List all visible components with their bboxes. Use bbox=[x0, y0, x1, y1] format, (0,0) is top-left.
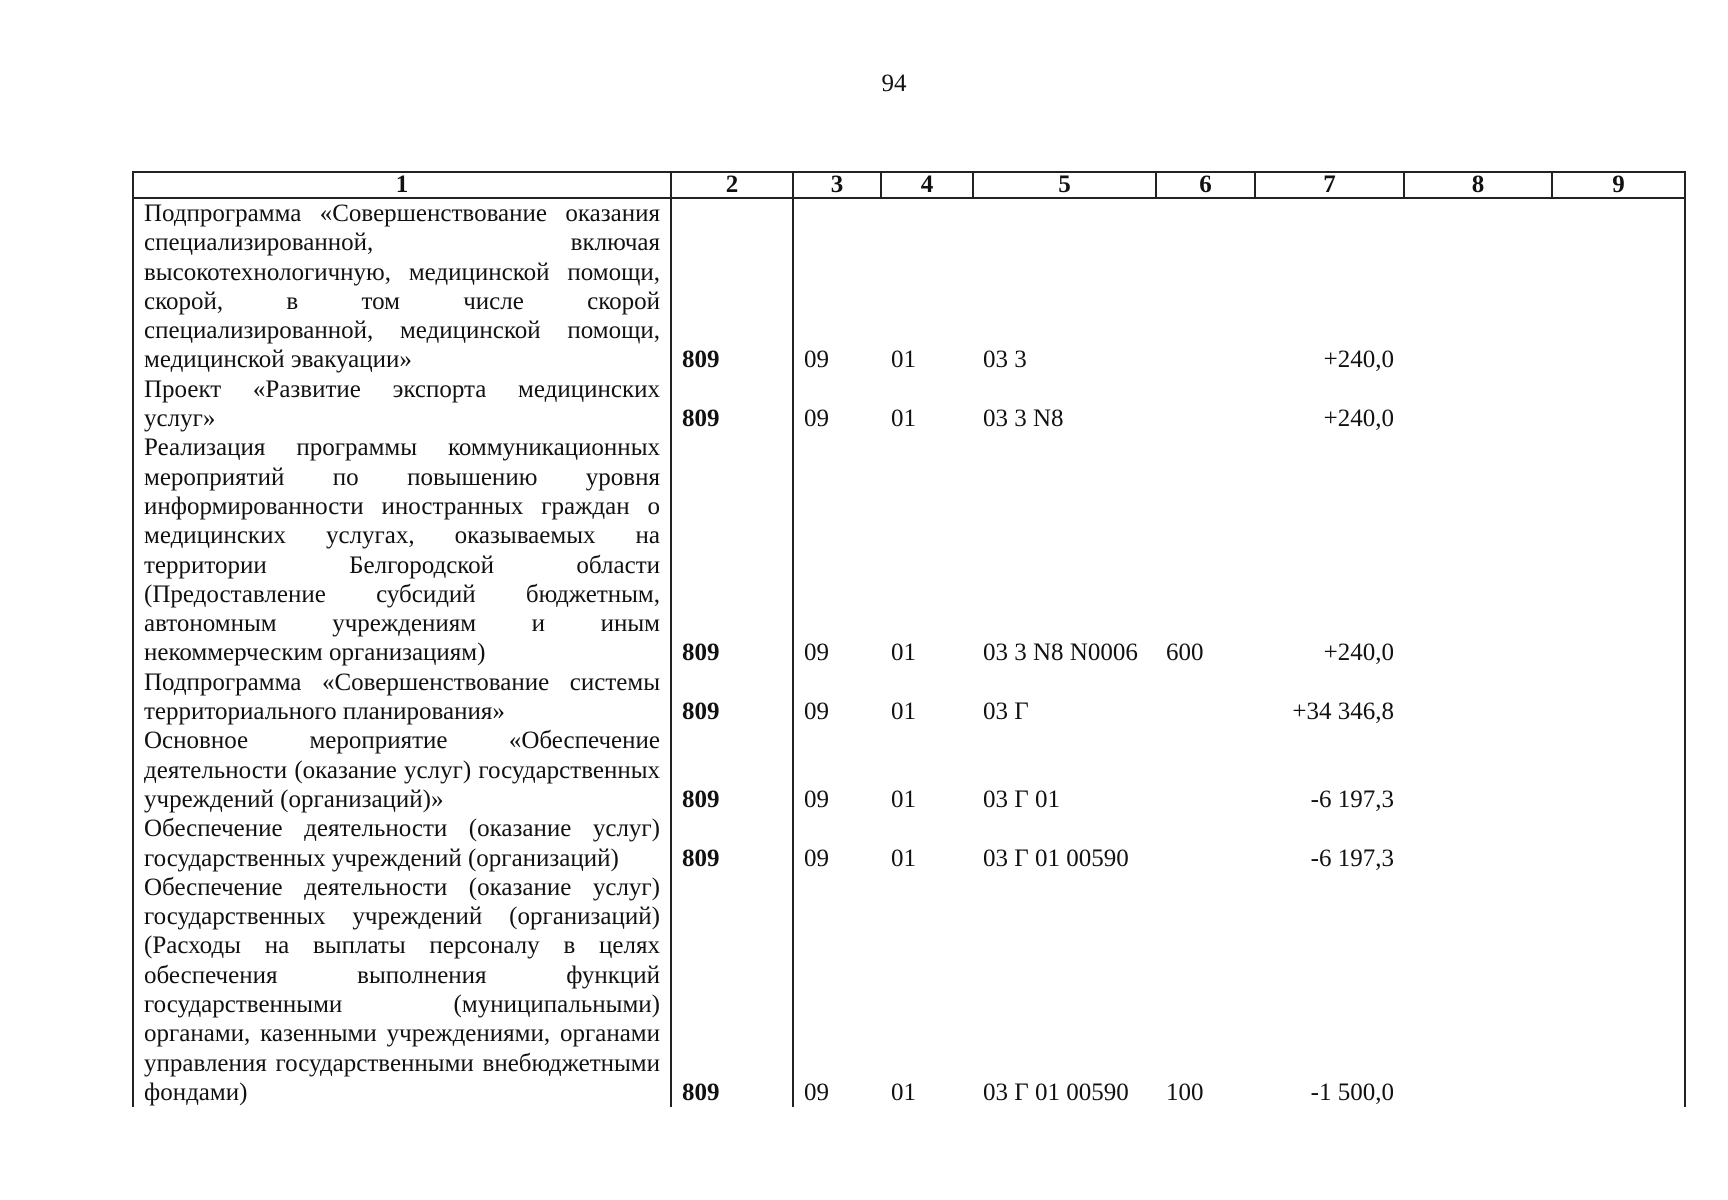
row-code: 809 bbox=[671, 198, 793, 375]
column-header-2: 2 bbox=[671, 172, 793, 198]
table-row bbox=[133, 198, 1685, 375]
table-row bbox=[133, 375, 1685, 434]
row-amount: +240,0 bbox=[1323, 405, 1394, 433]
row-col8 bbox=[1404, 433, 1552, 667]
row-col9 bbox=[1552, 433, 1685, 667]
row-subsection: 01 bbox=[891, 639, 916, 667]
row-target-code: 03 3 bbox=[983, 346, 1027, 374]
row-code: 809 bbox=[671, 375, 793, 434]
row-code: 809 bbox=[671, 668, 793, 727]
row-section: 09 bbox=[804, 405, 829, 433]
table-row bbox=[133, 668, 1685, 727]
column-header-9: 9 bbox=[1552, 172, 1685, 198]
row-subsection: 01 bbox=[891, 1078, 916, 1106]
column-header-7: 7 bbox=[1255, 172, 1404, 198]
row-col8 bbox=[1404, 814, 1552, 873]
row-target-code: 03 3 N8 bbox=[983, 405, 1064, 433]
row-section: 09 bbox=[804, 698, 829, 726]
row-expense-type bbox=[1156, 375, 1255, 434]
row-col8 bbox=[1404, 873, 1552, 1107]
row-col8 bbox=[1404, 668, 1552, 727]
budget-table bbox=[132, 171, 1686, 1107]
row-name: Реализация программы коммуникационных мероприятий по повышению уровня информированности иностранных граждан о медицинских услугах, оказываемых на территории Белгородской области (Предоставление субсидий бюджетным, автономным учреждениям и иным некоммерческим организациям) bbox=[133, 433, 671, 667]
column-header-6: 6 bbox=[1156, 172, 1255, 198]
row-expense-type: 100 bbox=[1166, 1078, 1204, 1106]
column-header-5: 5 bbox=[973, 172, 1156, 198]
row-name: Обеспечение деятельности (оказание услуг) государственных учреждений (организаций) (Расходы на выплаты персоналу в целях обеспечения выполнения функций государственными (муниципальными) органами, казенными учреждениями, органами управления государственными внебюджетными фондами) bbox=[133, 873, 671, 1107]
row-target-code: 03 Г 01 bbox=[983, 785, 1060, 813]
row-expense-type: 600 bbox=[1166, 639, 1204, 667]
row-name: Подпрограмма «Совершенствование оказания специализированной, включая высокотехнологичную, медицинской помощи, скорой, в том числе скорой специализированной, медицинской помощи, медицинской эвакуации» bbox=[133, 198, 671, 375]
row-amount: -6 197,3 bbox=[1310, 844, 1394, 872]
column-header-3: 3 bbox=[793, 172, 881, 198]
row-target-code: 03 3 N8 N0006 bbox=[983, 639, 1138, 667]
column-header-4: 4 bbox=[881, 172, 973, 198]
row-target-code: 03 Г bbox=[983, 698, 1029, 726]
row-name: Обеспечение деятельности (оказание услуг) государственных учреждений (организаций) bbox=[133, 814, 671, 873]
column-header-1: 1 bbox=[133, 172, 671, 198]
row-col8 bbox=[1404, 726, 1552, 814]
row-name: Основное мероприятие «Обеспечение деятельности (оказание услуг) государственных учреждений (организаций)» bbox=[133, 726, 671, 814]
table-body bbox=[133, 198, 1685, 1107]
row-col9 bbox=[1552, 726, 1685, 814]
row-expense-type bbox=[1156, 668, 1255, 727]
row-amount: +34 346,8 bbox=[1292, 698, 1394, 726]
row-code: 809 bbox=[671, 814, 793, 873]
row-name: Проект «Развитие экспорта медицинских услуг» bbox=[133, 375, 671, 434]
row-amount: -1 500,0 bbox=[1310, 1078, 1394, 1106]
row-expense-type bbox=[1156, 814, 1255, 873]
row-col9 bbox=[1552, 873, 1685, 1107]
row-amount: +240,0 bbox=[1323, 346, 1394, 374]
table-row bbox=[133, 433, 1685, 667]
row-expense-type bbox=[1156, 726, 1255, 814]
row-col8 bbox=[1404, 198, 1552, 375]
row-subsection: 01 bbox=[891, 785, 916, 813]
row-expense-type bbox=[1156, 198, 1255, 375]
row-col9 bbox=[1552, 198, 1685, 375]
row-col9 bbox=[1552, 814, 1685, 873]
row-col8 bbox=[1404, 375, 1552, 434]
header-row bbox=[133, 172, 1685, 198]
table-row bbox=[133, 726, 1685, 814]
page-number: 94 bbox=[881, 70, 907, 97]
row-subsection: 01 bbox=[891, 698, 916, 726]
row-name: Подпрограмма «Совершенствование системы территориального планирования» bbox=[133, 668, 671, 727]
row-subsection: 01 bbox=[891, 844, 916, 872]
row-amount: -6 197,3 bbox=[1310, 785, 1394, 813]
column-header-8: 8 bbox=[1404, 172, 1552, 198]
table-row bbox=[133, 873, 1685, 1107]
row-subsection: 01 bbox=[891, 346, 916, 374]
row-section: 09 bbox=[804, 1078, 829, 1106]
row-col9 bbox=[1552, 668, 1685, 727]
row-col9 bbox=[1552, 375, 1685, 434]
row-section: 09 bbox=[804, 346, 829, 374]
row-section: 09 bbox=[804, 639, 829, 667]
row-section: 09 bbox=[804, 785, 829, 813]
row-subsection: 01 bbox=[891, 405, 916, 433]
row-code: 809 bbox=[671, 433, 793, 667]
table-row bbox=[133, 814, 1685, 873]
table-header bbox=[133, 172, 1685, 198]
row-section: 09 bbox=[804, 844, 829, 872]
row-target-code: 03 Г 01 00590 bbox=[983, 844, 1129, 872]
row-amount: +240,0 bbox=[1323, 639, 1394, 667]
row-target-code: 03 Г 01 00590 bbox=[983, 1078, 1129, 1106]
row-code: 809 bbox=[671, 726, 793, 814]
row-code: 809 bbox=[671, 873, 793, 1107]
